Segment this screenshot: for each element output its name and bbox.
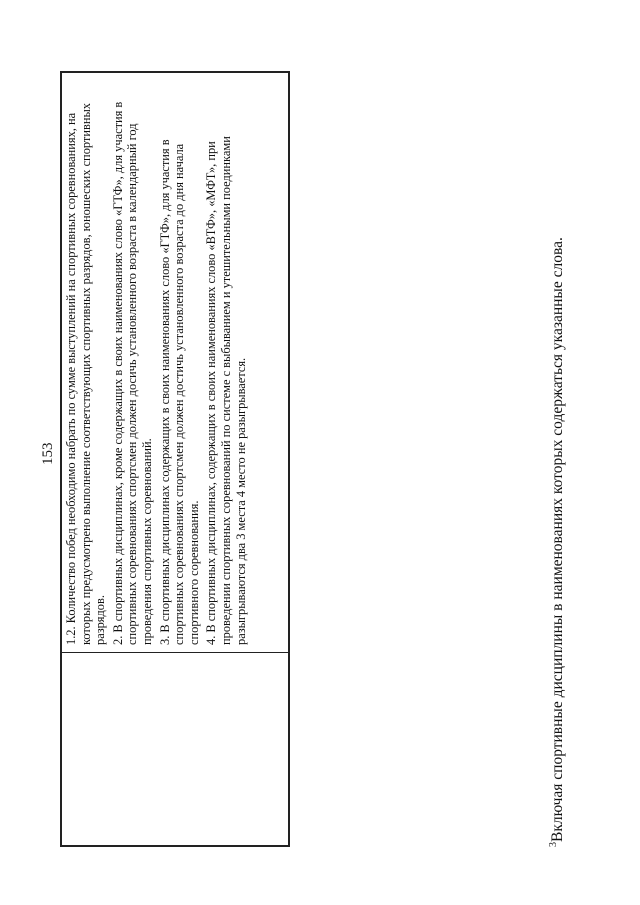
note-paragraph-3: 3. В спортивных дисциплинах содержащих в своих наименованиях слово «ГТФ», для участия в спортивных соревнованиях спортсмен должен достичь установленного возраста до дня начала спортивного соревнования.	[157, 139, 201, 645]
note-paragraph-2: 2. В спортивных дисциплинах, кроме содержащих в своих наименованиях слово «ГТФ», для участия в спортивных соревнованиях спортсмен должен досичь установленного возраста в календарный год проведения спортивных соревнований.	[110, 101, 154, 645]
footnote	[548, 47, 567, 847]
note-paragraph-4: 4. В спортивных дисциплинах, содержащих в своих наименованиях слово «ВТФ», «МФТ», при проведении спортивных соревнований по системе с выбыванием и утешительными поединками разыгрываются два 3 места 4 место не разыгрывается.	[204, 136, 248, 645]
table-empty-cell	[62, 652, 288, 845]
footnote-marker: 3	[548, 842, 559, 847]
footnote-text: Включая спортивные дисциплины в наименованиях которых содержаться указанные слова.	[549, 237, 566, 842]
note-paragraph-1: 1.2. Количество побед необходимо набрать по сумме выступлений на спортивных соревнованиях, на которых предусмотрено выполнение соответствующих спортивных разрядов, юношеских спортивных разрядов.	[64, 103, 108, 645]
table-notes-cell	[62, 73, 288, 653]
page-number: 153	[40, 442, 56, 465]
notes-table	[60, 71, 290, 847]
